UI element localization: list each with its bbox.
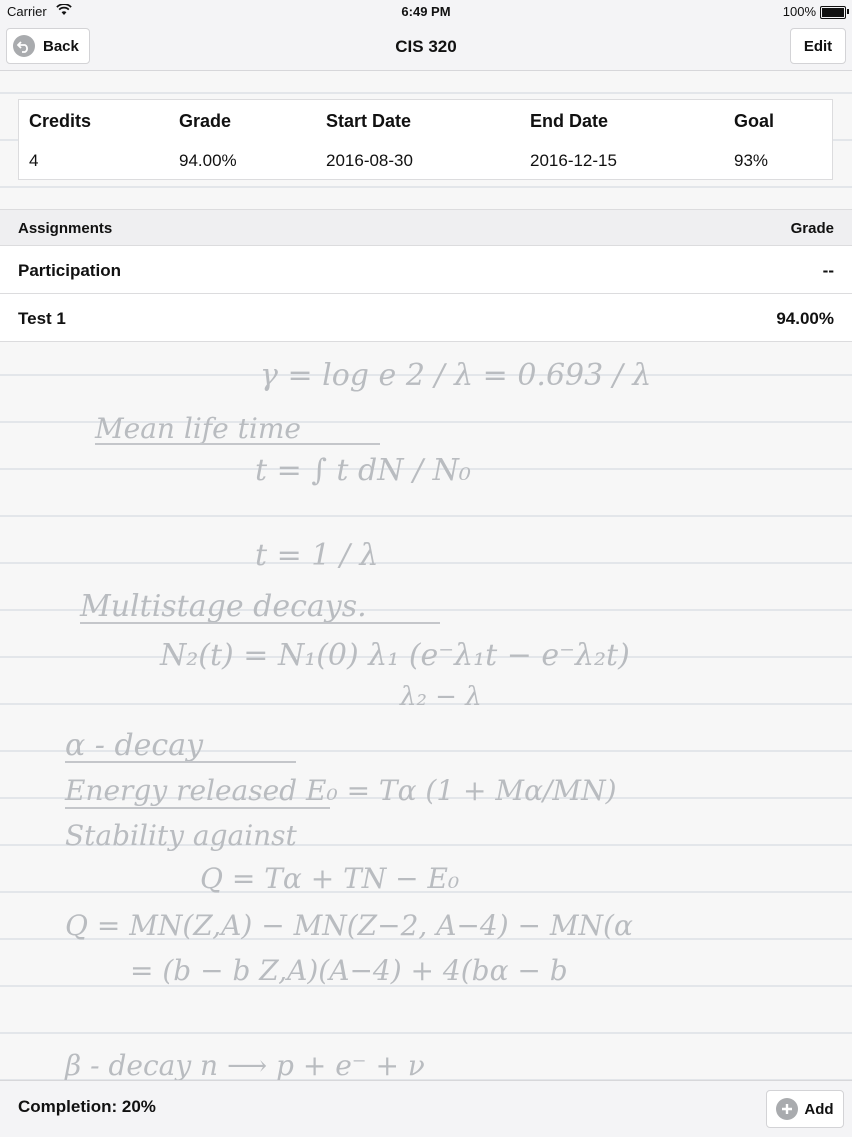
add-button-label: Add: [804, 1100, 834, 1118]
assignment-name: Test 1: [18, 309, 66, 328]
carrier-label: Carrier: [7, 4, 47, 19]
grade-header: Grade: [179, 111, 232, 131]
end-date-value: 2016-12-15: [530, 151, 617, 170]
goal-value: 93%: [734, 151, 769, 170]
svg-text:t = 1 / λ: t = 1 / λ: [255, 538, 379, 573]
svg-text:Q = MN(Z,A) − MN(Z−2, A−4) − M: Q = MN(Z,A) − MN(Z−2, A−4) − MN(α: [65, 909, 633, 942]
bottom-toolbar: [0, 1080, 852, 1137]
assignment-row-test-1[interactable]: [0, 294, 852, 342]
battery-icon: [820, 6, 846, 19]
grade-value: 94.00%: [179, 151, 237, 170]
assignment-grade: --: [822, 261, 834, 280]
completion-label: Completion: 20%: [18, 1097, 156, 1116]
svg-text:Stability against: Stability against: [65, 819, 297, 852]
svg-text:γ = log e 2 / λ = 0.693 /: γ = log e 2 / λ = 0.693 / λ: [260, 358, 652, 393]
clock: 6:49 PM: [401, 4, 451, 19]
svg-text:= (b − b Z,A)(A−4) + 4(bα − b: = (b − b Z,A)(A−4) + 4(bα − b: [130, 954, 568, 987]
svg-text:β - decay n ⟶ p + e⁻: β - decay n ⟶ p + e⁻ + ν: [65, 1049, 425, 1080]
assignment-row-participation[interactable]: [0, 246, 852, 294]
edit-button[interactable]: Edit: [790, 28, 846, 64]
svg-text:Q = Tα + TN − E₀: Q = Tα + TN − E₀: [200, 862, 460, 895]
svg-text:α - decay: α - decay: [65, 728, 204, 763]
add-button[interactable]: [766, 1090, 844, 1128]
back-button-label: Back: [43, 37, 79, 55]
credits-value: 4: [29, 151, 39, 170]
battery-tip: [847, 9, 849, 14]
status-bar: [0, 0, 852, 24]
assignment-name: Participation: [18, 261, 121, 280]
start-date-header: Start Date: [326, 111, 412, 131]
page-title: CIS 320: [395, 37, 457, 56]
assignment-grade: 94.00%: [776, 309, 834, 328]
grade-header-label: Grade: [790, 220, 834, 237]
course-info-table: [18, 99, 833, 180]
handwritten-notes-image: [0, 340, 852, 1080]
svg-text:t = ∫ t dN / N₀: t = ∫ t dN / N₀: [255, 453, 471, 488]
goal-header: Goal: [734, 111, 775, 131]
assignments-section-header: [0, 209, 852, 246]
svg-text:N₂(t) = N₁(0) λ₁ (e⁻λ₁t − e⁻: N₂(t) = N₁(0) λ₁ (e⁻λ₁t − e⁻λ₂t): [160, 638, 630, 673]
svg-text:λ₂ − λ: λ₂ − λ: [400, 682, 482, 712]
plus-icon: [776, 1098, 798, 1120]
svg-text:Mean life time: Mean life time: [95, 412, 301, 445]
credits-header: Credits: [29, 111, 92, 131]
end-date-header: End Date: [530, 111, 609, 131]
start-date-value: 2016-08-30: [326, 151, 413, 170]
navigation-bar: [0, 24, 852, 71]
svg-text:Multistage decays.: Multistage decays.: [80, 589, 367, 624]
battery-percentage: 100%: [782, 4, 816, 19]
assignments-header-label: Assignments: [18, 220, 113, 237]
svg-text:Energy released E₀ = Tα (1 +: Energy released E₀ = Tα (1 + Mα/MN): [65, 774, 617, 807]
